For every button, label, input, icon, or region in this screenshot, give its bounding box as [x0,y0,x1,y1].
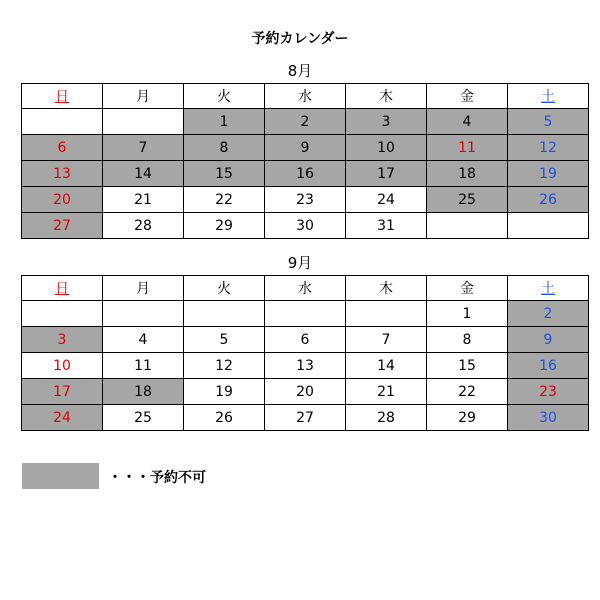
legend-label: ・・・予約不可 [108,470,206,486]
calendar-day-cell: 14 [103,161,184,187]
weekday-header-row [22,276,589,301]
calendar-day-cell: 15 [184,161,265,187]
calendar-empty-cell [103,109,184,135]
weekday-header-row [22,84,589,109]
calendar-week-row [22,327,589,353]
calendar-day-cell: 1 [184,109,265,135]
calendar-day-cell: 3 [22,327,103,353]
calendar-day-cell: 22 [184,187,265,213]
calendar-day-cell: 18 [103,379,184,405]
calendar-september [21,275,589,431]
calendar-day-cell: 10 [346,135,427,161]
calendar-day-cell: 23 [265,187,346,213]
calendar-day-cell: 28 [346,405,427,431]
calendar-day-cell: 4 [103,327,184,353]
calendar-day-cell: 29 [184,213,265,239]
weekday-header-tue: 火 [184,276,265,301]
calendar-day-cell: 26 [184,405,265,431]
calendar-day-cell: 21 [103,187,184,213]
calendar-day-cell: 9 [508,327,589,353]
weekday-header-sun: 日 [22,276,103,301]
weekday-header-thu: 木 [346,276,427,301]
calendar-day-cell: 3 [346,109,427,135]
calendar-day-cell: 11 [427,135,508,161]
calendar-day-cell: 31 [346,213,427,239]
calendar-week-row [22,213,589,239]
calendar-day-cell: 2 [265,109,346,135]
weekday-header-wed: 水 [265,276,346,301]
calendar-day-cell: 20 [265,379,346,405]
weekday-header-wed: 水 [265,84,346,109]
weekday-header-thu: 木 [346,84,427,109]
calendar-day-cell: 4 [427,109,508,135]
calendar-day-cell: 25 [427,187,508,213]
calendar-day-cell: 30 [508,405,589,431]
calendar-day-cell: 24 [346,187,427,213]
page-title: 予約カレンダー [251,31,349,47]
calendar-day-cell: 5 [184,327,265,353]
weekday-header-tue: 火 [184,84,265,109]
calendar-empty-cell [22,109,103,135]
calendar-day-cell: 6 [265,327,346,353]
legend-unavailable-swatch [22,463,99,489]
calendar-day-cell: 1 [427,301,508,327]
calendar-day-cell: 16 [265,161,346,187]
calendar-week-row [22,301,589,327]
calendar-day-cell: 20 [22,187,103,213]
calendar-day-cell: 14 [346,353,427,379]
calendar-day-cell: 28 [103,213,184,239]
calendar-week-row [22,353,589,379]
weekday-header-mon: 月 [103,84,184,109]
month-label-august: 8月 [287,62,313,80]
month-label-september: 9月 [287,254,313,272]
calendar-week-row [22,379,589,405]
calendar-day-cell: 23 [508,379,589,405]
calendar-week-row [22,161,589,187]
calendar-day-cell: 12 [508,135,589,161]
weekday-header-sun: 日 [22,84,103,109]
calendar-day-cell: 17 [346,161,427,187]
calendar-empty-cell [346,301,427,327]
calendar-day-cell: 12 [184,353,265,379]
calendar-day-cell: 9 [265,135,346,161]
calendar-empty-cell [427,213,508,239]
calendar-day-cell: 7 [346,327,427,353]
calendar-empty-cell [103,301,184,327]
calendar-day-cell: 27 [265,405,346,431]
calendar-day-cell: 22 [427,379,508,405]
calendar-empty-cell [265,301,346,327]
calendar-day-cell: 13 [265,353,346,379]
weekday-header-fri: 金 [427,84,508,109]
calendar-empty-cell [508,213,589,239]
calendar-day-cell: 30 [265,213,346,239]
calendar-day-cell: 13 [22,161,103,187]
calendar-week-row [22,135,589,161]
calendar-day-cell: 24 [22,405,103,431]
weekday-header-sat: 土 [508,84,589,109]
weekday-header-fri: 金 [427,276,508,301]
calendar-day-cell: 7 [103,135,184,161]
calendar-empty-cell [22,301,103,327]
weekday-header-mon: 月 [103,276,184,301]
calendar-day-cell: 6 [22,135,103,161]
calendar-day-cell: 19 [508,161,589,187]
calendar-day-cell: 21 [346,379,427,405]
calendar-week-row [22,405,589,431]
weekday-header-sat: 土 [508,276,589,301]
calendar-day-cell: 27 [22,213,103,239]
calendar-day-cell: 5 [508,109,589,135]
calendar-day-cell: 16 [508,353,589,379]
calendar-day-cell: 11 [103,353,184,379]
calendar-day-cell: 25 [103,405,184,431]
calendar-week-row [22,187,589,213]
calendar-day-cell: 17 [22,379,103,405]
calendar-week-row [22,109,589,135]
calendar-day-cell: 18 [427,161,508,187]
calendar-empty-cell [184,301,265,327]
calendar-day-cell: 10 [22,353,103,379]
calendar-day-cell: 15 [427,353,508,379]
calendar-day-cell: 29 [427,405,508,431]
calendar-day-cell: 8 [184,135,265,161]
calendar-day-cell: 26 [508,187,589,213]
calendar-day-cell: 2 [508,301,589,327]
calendar-day-cell: 19 [184,379,265,405]
calendar-august [21,83,589,239]
calendar-day-cell: 8 [427,327,508,353]
